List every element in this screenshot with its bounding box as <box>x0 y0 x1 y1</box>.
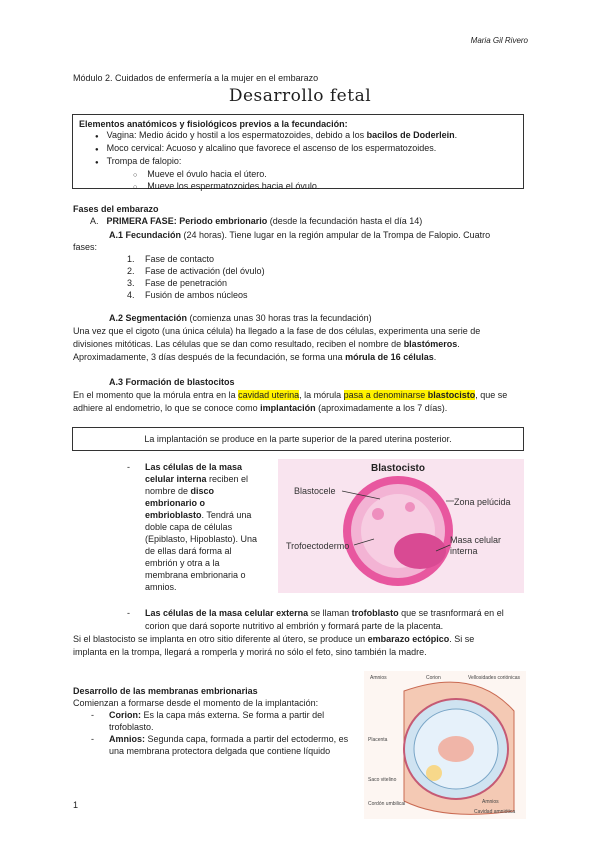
label-trofoectodermo: Trofoectodermo <box>286 541 350 551</box>
step-number: 3. <box>127 278 135 288</box>
a2-title: A.2 Segmentación <box>109 313 188 323</box>
membranes-intro: Comienzan a formarse desde el momento de la implantación: <box>73 698 319 708</box>
circle-bullet-icon: ○ <box>133 172 138 179</box>
label-cordon: Cordón umbilical <box>368 801 406 807</box>
text-span: que se trasnformará en el <box>398 608 504 618</box>
step-item <box>127 253 214 265</box>
bullet-icon: ● <box>95 160 99 166</box>
step-text: Fase de penetración <box>145 278 228 288</box>
inner-mass-text <box>145 461 273 593</box>
label-blastocele: Blastocele <box>294 486 336 496</box>
text-span: En el momento que la mórula entra en la <box>73 390 239 400</box>
a2-paragraph-line <box>73 351 436 363</box>
label-zona-pelucida: Zona pelúcida <box>454 497 511 507</box>
text-span: nombre de <box>145 486 191 496</box>
amnios-line <box>109 733 348 745</box>
bold-span: Corion: <box>109 710 141 720</box>
text-span: , la mórula <box>299 390 344 400</box>
text-line: amnios. <box>145 582 177 592</box>
bold-span: embarazo ectópico <box>367 634 450 644</box>
text-span: . <box>433 352 437 362</box>
text-span: Aproximadamente, 3 días después de la fecundación, se forma una <box>73 352 346 362</box>
step-item <box>127 289 248 301</box>
phases-heading: Fases del embarazo <box>73 204 159 214</box>
implantation-note-box: La implantación se produce en la parte superior de la pared uterina posterior. <box>72 427 524 451</box>
text-line: de ellas dará forma al <box>145 546 232 556</box>
label-cavidad-amniotica: Cavidad amniótica <box>474 809 516 815</box>
figure-title: Blastocisto <box>371 463 425 474</box>
text-span: Es la capa más externa. Se forma a partir del <box>141 710 325 720</box>
embryo <box>438 736 474 762</box>
highlighted-span: cavidad uterina <box>238 390 300 400</box>
step-text: Fusión de ambos núcleos <box>145 290 248 300</box>
highlighted-bold-span: blastocisto <box>427 390 476 400</box>
label-placenta: Placenta <box>368 737 388 743</box>
item-tail: . <box>454 130 458 140</box>
a3-paragraph-line <box>73 389 507 401</box>
outer-mass-line: corion que dará soporte nutritivo al embrión y formará parte de la placenta. <box>145 621 444 631</box>
bold-span: trofoblasto <box>351 608 399 618</box>
dash-bullet: - <box>91 734 94 744</box>
sub-item-text: Mueve los espermatozoides hacia el óvulo. <box>147 181 320 191</box>
a1-rest: (24 horas). Tiene lugar en la región ampular de la Trompa de Falopio. Cuatro <box>181 230 491 240</box>
dash-bullet: - <box>91 710 94 720</box>
bold-span: embrioblasto <box>145 510 202 520</box>
item-bold: bacilos de Doderlein <box>366 130 455 140</box>
item-text: Vagina: Medio ácido y hostil a los espermatozoides, debido a los <box>106 130 367 140</box>
module-title: Módulo 2. Cuidados de enfermería a la mujer en el embarazo <box>73 73 319 83</box>
blastocyst-figure <box>278 459 524 593</box>
corion-line: trofoblasto. <box>109 722 154 732</box>
phase-a-line <box>90 215 422 227</box>
step-item <box>127 265 265 277</box>
a3-title: A.3 Formación de blastocitos <box>109 377 235 387</box>
author-name: Maria Gil Rivero <box>470 36 528 45</box>
bold-span: Las células de la masa celular externa <box>145 608 309 618</box>
cell-blob <box>405 502 415 512</box>
cell-blob <box>372 508 384 520</box>
text-line: (Epiblasto, Hipoblasto). Una <box>145 534 258 544</box>
bullet-icon: ● <box>95 147 99 153</box>
text-line: doble capa de células <box>145 522 233 532</box>
circle-bullet-icon: ○ <box>133 184 138 191</box>
a1-cont: fases: <box>73 242 98 252</box>
label-vellosidades: Vellosidades coriónicas <box>468 675 520 681</box>
label-interna: interna <box>450 546 478 556</box>
bold-span: celular interna <box>145 474 207 484</box>
text-span: . <box>457 339 460 349</box>
corion-line <box>109 709 324 721</box>
text-span: adhiere al endometrio, lo que se conoce como <box>73 403 261 413</box>
step-number: 1. <box>127 254 135 264</box>
label-amnios-bottom: Amnios <box>482 799 499 805</box>
text-span: reciben el <box>206 474 249 484</box>
text-line: membrana embrionaria o <box>145 570 246 580</box>
a1-title: A.1 Fecundación <box>109 230 182 240</box>
text-span: , que se <box>475 390 508 400</box>
list-item <box>79 143 517 156</box>
bold-span: Las células de la masa <box>145 462 243 472</box>
prior-elements-box <box>72 114 524 189</box>
item-text: Trompa de falopio: <box>106 156 182 166</box>
text-span: Si el blastocisto se implanta en otro sitio diferente al útero, se produce un <box>73 634 368 644</box>
a3-paragraph-line <box>73 402 447 414</box>
inner-cell-mass <box>394 533 446 569</box>
bold-span: embrionario o <box>145 498 206 508</box>
blastocyst-illustration <box>278 459 524 593</box>
text-span: (aproximadamente a los 7 días). <box>315 403 448 413</box>
sub-list-item <box>79 169 517 181</box>
page-number: 1 <box>73 800 79 810</box>
step-number: 4. <box>127 290 135 300</box>
bold-span: implantación <box>260 403 316 413</box>
a2-rest: (comienza unas 30 horas tras la fecundación) <box>187 313 372 323</box>
a2-line <box>109 312 372 324</box>
phase-a-rest: (desde la fecundación hasta el día 14) <box>267 216 423 226</box>
bold-span: Amnios: <box>109 734 145 744</box>
amnios-line: una membrana protectora delgada que contiene líquido <box>109 746 331 756</box>
embryo-membranes-figure <box>364 671 526 819</box>
bullet-icon: ● <box>95 134 99 140</box>
page-title: Desarrollo fetal <box>228 86 372 106</box>
text-span: divisiones mitóticas. Las células que se dan como resultado, reciben el nombre de <box>73 339 404 349</box>
outer-mass-line <box>145 607 504 619</box>
a1-line <box>109 229 490 241</box>
item-text: Moco cervical: Acuoso y alcalino que favorece el ascenso de los espermatozoides. <box>106 143 437 153</box>
dash-bullet: - <box>127 608 130 618</box>
bold-span: mórula de 16 células <box>345 352 434 362</box>
text-span: se llaman <box>308 608 352 618</box>
sub-list-item <box>79 181 517 193</box>
highlighted-span: pasa a denominarse <box>343 390 428 400</box>
phase-letter: A. <box>90 216 99 226</box>
ectopic-line <box>73 633 474 645</box>
step-text: Fase de activación (del óvulo) <box>145 266 265 276</box>
a2-paragraph-line <box>73 338 460 350</box>
a2-paragraph-line: Una vez que el cigoto (una única célula) ha llegado a la fase de dos células, experimenta una serie de <box>73 326 481 336</box>
embryo-illustration <box>364 671 526 819</box>
phase-a-title: PRIMERA FASE: Periodo embrionario <box>106 216 268 226</box>
box-heading: Elementos anatómicos y fisiológicos previos a la fecundación: <box>79 119 348 129</box>
label-saco-vitelino: Saco vitelino <box>368 777 397 783</box>
text-span: . Tendrá una <box>201 510 252 520</box>
bold-span: disco <box>190 486 215 496</box>
yolk-sac <box>426 765 442 781</box>
list-item <box>79 156 517 169</box>
bold-span: blastómeros <box>403 339 458 349</box>
step-text: Fase de contacto <box>145 254 215 264</box>
ectopic-line: implanta en la trompa, llegará a romperla y morirá no sólo el feto, sino también la madre. <box>73 647 427 657</box>
step-item <box>127 277 227 289</box>
list-item <box>79 130 517 143</box>
text-span: Segunda capa, formada a partir del ectodermo, es <box>145 734 349 744</box>
label-masa-celular: Masa celular <box>450 535 502 545</box>
dash-bullet: - <box>127 462 130 472</box>
membranes-heading: Desarrollo de las membranas embrionarias <box>73 686 258 696</box>
sub-item-text: Mueve el óvulo hacia el útero. <box>147 169 267 179</box>
text-span: . Si se <box>449 634 475 644</box>
label-corion: Corion <box>426 675 441 681</box>
step-number: 2. <box>127 266 135 276</box>
text-line: embrión y otra a la <box>145 558 220 568</box>
label-amnios: Amnios <box>370 675 387 681</box>
